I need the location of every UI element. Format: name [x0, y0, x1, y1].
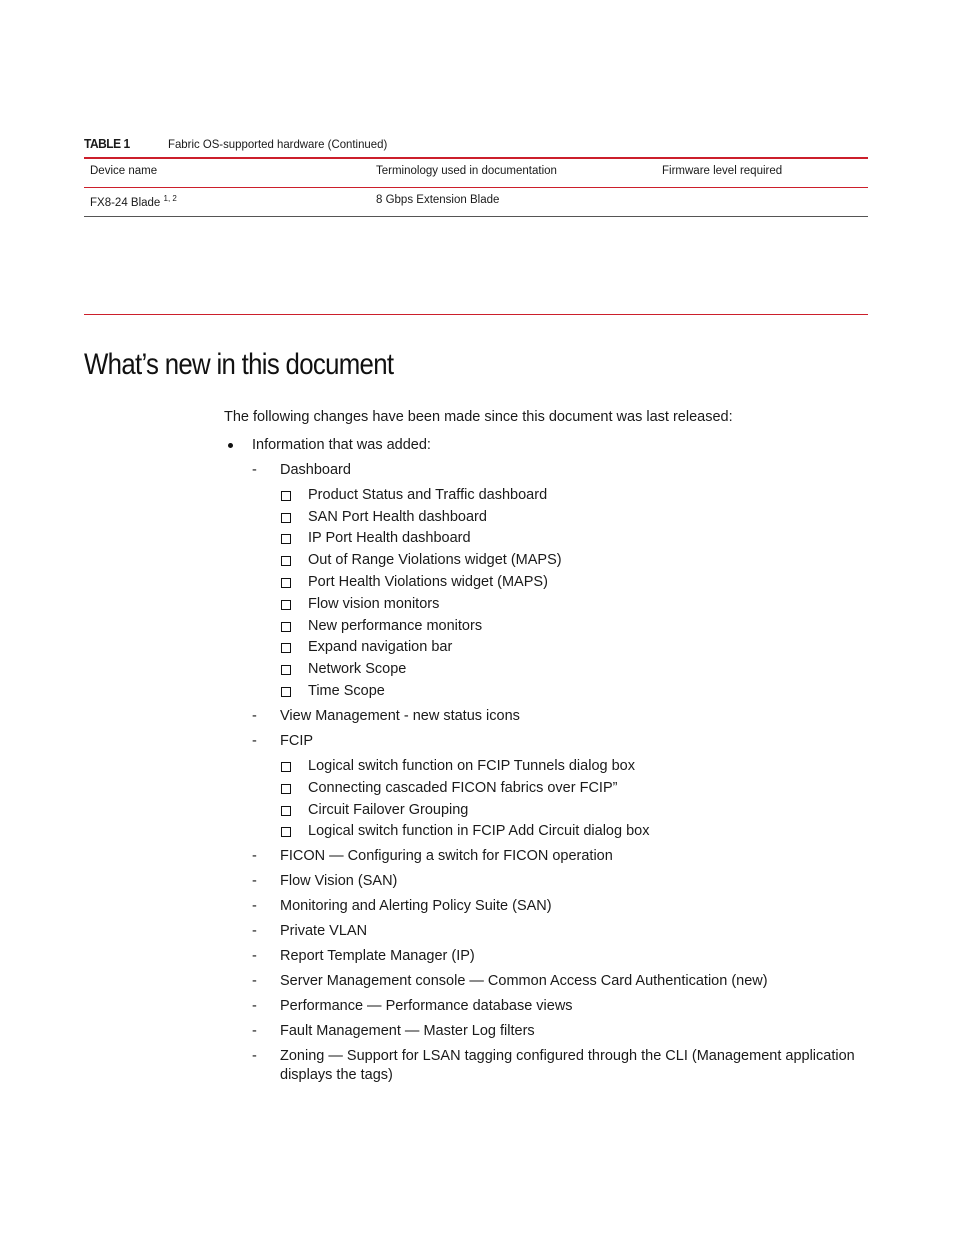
bullet-information-added: Information that was added: — [252, 437, 431, 453]
column-header-firmware: Firmware level required — [656, 158, 868, 188]
item-zoning-continued: displays the tags) — [280, 1067, 393, 1083]
table-title: Fabric OS-supported hardware (Continued) — [168, 137, 388, 151]
sub-item: Product Status and Traffic dashboard — [308, 487, 548, 503]
dash-marker: - — [252, 462, 257, 478]
sub-item: Port Health Violations widget (MAPS) — [308, 574, 548, 590]
item-performance: Performance — Performance database views — [280, 998, 573, 1014]
sub-item: Logical switch function in FCIP Add Circuit dialog box — [308, 823, 650, 839]
item-flow-vision: Flow Vision (SAN) — [280, 873, 398, 889]
cell-terminology: 8 Gbps Extension Blade — [370, 188, 656, 217]
dash-marker: - — [252, 948, 257, 964]
item-server-management: Server Management console — Common Access Card Authentication (new) — [280, 973, 768, 989]
column-header-device-name: Device name — [84, 158, 370, 188]
sub-item: Connecting cascaded FICON fabrics over FCIP” — [308, 780, 618, 796]
item-ficon: FICON — Configuring a switch for FICON operation — [280, 848, 613, 864]
intro-paragraph: The following changes have been made since this document was last released: — [224, 409, 733, 425]
checkbox-square-icon — [281, 687, 291, 697]
item-dashboard: Dashboard — [280, 462, 351, 478]
item-fcip: FCIP — [280, 733, 314, 749]
dash-marker: - — [252, 873, 257, 889]
sub-item: Time Scope — [308, 683, 385, 699]
checkbox-square-icon — [281, 513, 291, 523]
checkbox-square-icon — [281, 827, 291, 837]
section-divider — [84, 314, 868, 315]
hardware-table — [84, 157, 868, 217]
checkbox-square-icon — [281, 600, 291, 610]
checkbox-square-icon — [281, 622, 291, 632]
dash-marker: - — [252, 1023, 257, 1039]
item-fault-management: Fault Management — Master Log filters — [280, 1023, 535, 1039]
checkbox-square-icon — [281, 534, 291, 544]
sub-item: Flow vision monitors — [308, 596, 440, 612]
sub-item: Out of Range Violations widget (MAPS) — [308, 552, 562, 568]
checkbox-square-icon — [281, 784, 291, 794]
checkbox-square-icon — [281, 491, 291, 501]
checkbox-square-icon — [281, 578, 291, 588]
item-view-management: View Management - new status icons — [280, 708, 520, 724]
item-private-vlan: Private VLAN — [280, 923, 368, 939]
sub-item: Circuit Failover Grouping — [308, 802, 469, 818]
dash-marker: - — [252, 848, 257, 864]
dash-marker: - — [252, 973, 257, 989]
item-report-template: Report Template Manager (IP) — [280, 948, 475, 964]
section-heading: What’s new in this document — [84, 348, 394, 381]
cell-firmware — [656, 188, 868, 217]
dash-marker: - — [252, 708, 257, 724]
dash-marker: - — [252, 733, 257, 749]
footnote-ref: 1, 2 — [163, 194, 177, 203]
sub-item: SAN Port Health dashboard — [308, 509, 487, 525]
sub-item: New performance monitors — [308, 618, 483, 634]
device-name: FX8-24 Blade — [90, 197, 161, 209]
sub-item: Network Scope — [308, 661, 407, 677]
checkbox-square-icon — [281, 762, 291, 772]
sub-item: Logical switch function on FCIP Tunnels dialog box — [308, 758, 635, 774]
table-header-row — [84, 158, 868, 188]
item-zoning: Zoning — Support for LSAN tagging configured through the CLI (Management application — [280, 1048, 855, 1064]
checkbox-square-icon — [281, 643, 291, 653]
table-row — [84, 188, 868, 217]
bullet-dot-icon — [228, 443, 233, 448]
checkbox-square-icon — [281, 665, 291, 675]
table-number: TABLE 1 — [84, 136, 130, 151]
dash-marker: - — [252, 898, 257, 914]
sub-item: Expand navigation bar — [308, 639, 453, 655]
column-header-terminology: Terminology used in documentation — [370, 158, 656, 188]
table-caption — [84, 136, 868, 154]
dash-marker: - — [252, 1048, 257, 1064]
cell-device — [84, 188, 370, 217]
checkbox-square-icon — [281, 556, 291, 566]
dash-marker: - — [252, 923, 257, 939]
sub-item: IP Port Health dashboard — [308, 530, 471, 546]
checkbox-square-icon — [281, 806, 291, 816]
dash-marker: - — [252, 998, 257, 1014]
item-maps: Monitoring and Alerting Policy Suite (SAN) — [280, 898, 552, 914]
